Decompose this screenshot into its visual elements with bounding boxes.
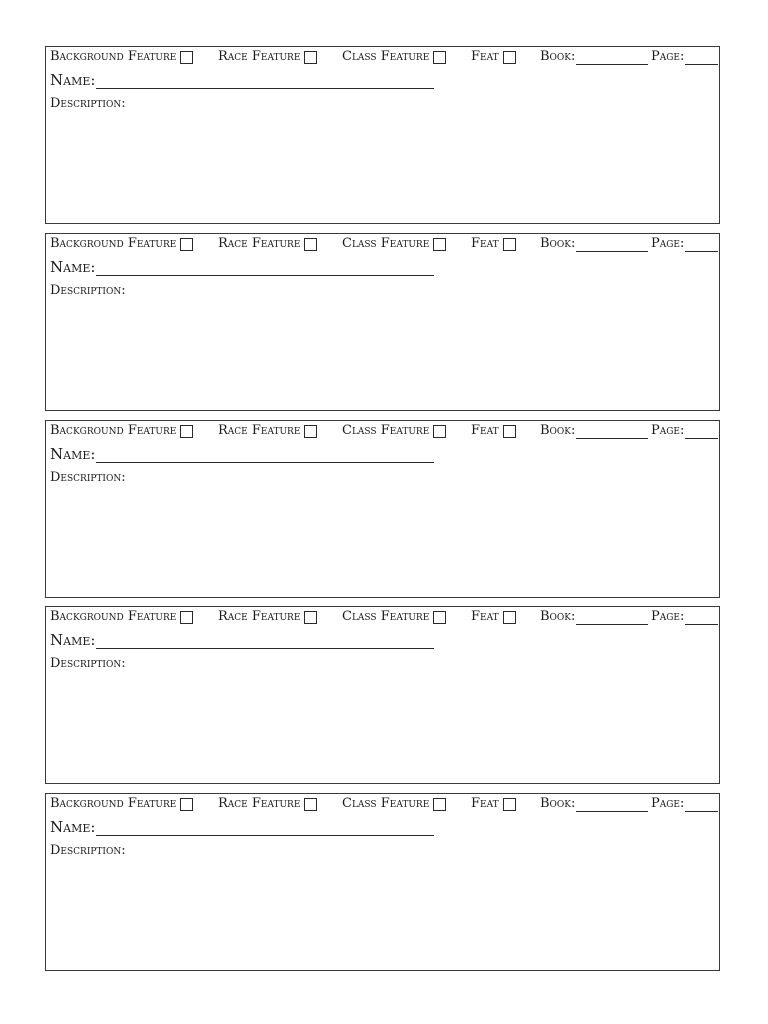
book-input[interactable] — [576, 797, 648, 812]
page-input[interactable] — [685, 237, 718, 252]
page-input[interactable] — [685, 50, 718, 65]
feature-card — [45, 793, 720, 971]
name-field — [50, 629, 434, 649]
description-label: Description: — [50, 470, 126, 485]
feature-card — [45, 606, 720, 784]
feat-checkbox[interactable] — [503, 51, 516, 64]
background-feature-checkbox[interactable] — [180, 425, 193, 438]
background-feature-option — [50, 422, 193, 440]
name-input[interactable] — [96, 446, 434, 463]
book-input[interactable] — [576, 50, 648, 65]
feature-card — [45, 46, 720, 224]
class-feature-option — [342, 422, 446, 440]
page-label: Page: — [651, 423, 685, 438]
background-feature-checkbox[interactable] — [180, 51, 193, 64]
race-feature-checkbox[interactable] — [304, 425, 317, 438]
book-field — [540, 48, 648, 66]
book-field — [540, 795, 648, 813]
race-feature-checkbox[interactable] — [304, 238, 317, 251]
race-feature-option — [218, 48, 317, 66]
book-label: Book: — [540, 609, 576, 624]
name-input[interactable] — [96, 632, 434, 649]
book-input[interactable] — [576, 424, 648, 439]
description-area[interactable] — [50, 675, 715, 779]
book-label: Book: — [540, 236, 576, 251]
background-feature-option — [50, 235, 193, 253]
book-label: Book: — [540, 796, 576, 811]
class-feature-option — [342, 608, 446, 626]
race-feature-option — [218, 235, 317, 253]
description-area[interactable] — [50, 862, 715, 966]
page-label: Page: — [651, 236, 685, 251]
feature-type-row — [50, 235, 719, 253]
page-field — [651, 235, 718, 253]
class-feature-label: Class Feature — [342, 609, 430, 624]
book-label: Book: — [540, 423, 576, 438]
name-label: Name: — [50, 631, 96, 649]
page-input[interactable] — [685, 424, 718, 439]
book-input[interactable] — [576, 237, 648, 252]
name-label: Name: — [50, 71, 96, 89]
page-label: Page: — [651, 609, 685, 624]
page-field — [651, 795, 718, 813]
feat-label: Feat — [471, 796, 499, 811]
book-field — [540, 608, 648, 626]
feat-option — [471, 422, 516, 440]
description-area[interactable] — [50, 302, 715, 406]
name-input[interactable] — [96, 259, 434, 276]
feat-checkbox[interactable] — [503, 611, 516, 624]
background-feature-label: Background Feature — [50, 423, 177, 438]
background-feature-checkbox[interactable] — [180, 238, 193, 251]
background-feature-label: Background Feature — [50, 236, 177, 251]
feat-option — [471, 48, 516, 66]
race-feature-checkbox[interactable] — [304, 798, 317, 811]
background-feature-checkbox[interactable] — [180, 611, 193, 624]
background-feature-option — [50, 795, 193, 813]
description-area[interactable] — [50, 115, 715, 219]
feat-label: Feat — [471, 49, 499, 64]
feature-card — [45, 420, 720, 598]
background-feature-label: Background Feature — [50, 796, 177, 811]
class-feature-checkbox[interactable] — [433, 425, 446, 438]
feat-label: Feat — [471, 236, 499, 251]
race-feature-label: Race Feature — [218, 796, 301, 811]
name-input[interactable] — [96, 72, 434, 89]
name-field — [50, 256, 434, 276]
name-field — [50, 443, 434, 463]
race-feature-checkbox[interactable] — [304, 611, 317, 624]
class-feature-checkbox[interactable] — [433, 238, 446, 251]
feature-card — [45, 233, 720, 411]
class-feature-label: Class Feature — [342, 423, 430, 438]
feature-type-row — [50, 795, 719, 813]
background-feature-checkbox[interactable] — [180, 798, 193, 811]
feat-checkbox[interactable] — [503, 425, 516, 438]
feature-type-row — [50, 48, 719, 66]
class-feature-label: Class Feature — [342, 236, 430, 251]
book-input[interactable] — [576, 610, 648, 625]
name-field — [50, 69, 434, 89]
race-feature-option — [218, 608, 317, 626]
name-field — [50, 816, 434, 836]
class-feature-checkbox[interactable] — [433, 51, 446, 64]
race-feature-checkbox[interactable] — [304, 51, 317, 64]
name-label: Name: — [50, 258, 96, 276]
class-feature-option — [342, 795, 446, 813]
description-label: Description: — [50, 656, 126, 671]
page-field — [651, 422, 718, 440]
class-feature-checkbox[interactable] — [433, 798, 446, 811]
feat-label: Feat — [471, 609, 499, 624]
name-input[interactable] — [96, 819, 434, 836]
name-label: Name: — [50, 818, 96, 836]
feat-checkbox[interactable] — [503, 238, 516, 251]
class-feature-label: Class Feature — [342, 796, 430, 811]
feat-checkbox[interactable] — [503, 798, 516, 811]
background-feature-option — [50, 608, 193, 626]
class-feature-label: Class Feature — [342, 49, 430, 64]
race-feature-label: Race Feature — [218, 236, 301, 251]
feat-option — [471, 235, 516, 253]
description-area[interactable] — [50, 489, 715, 593]
background-feature-option — [50, 48, 193, 66]
feature-type-row — [50, 422, 719, 440]
book-field — [540, 235, 648, 253]
book-label: Book: — [540, 49, 576, 64]
class-feature-option — [342, 48, 446, 66]
class-feature-option — [342, 235, 446, 253]
race-feature-option — [218, 795, 317, 813]
page-label: Page: — [651, 49, 685, 64]
class-feature-checkbox[interactable] — [433, 611, 446, 624]
book-field — [540, 422, 648, 440]
page-label: Page: — [651, 796, 685, 811]
race-feature-label: Race Feature — [218, 423, 301, 438]
page-field — [651, 48, 718, 66]
feat-label: Feat — [471, 423, 499, 438]
race-feature-label: Race Feature — [218, 609, 301, 624]
feat-option — [471, 795, 516, 813]
background-feature-label: Background Feature — [50, 49, 177, 64]
description-label: Description: — [50, 843, 126, 858]
race-feature-option — [218, 422, 317, 440]
page-input[interactable] — [685, 797, 718, 812]
name-label: Name: — [50, 445, 96, 463]
feature-type-row — [50, 608, 719, 626]
background-feature-label: Background Feature — [50, 609, 177, 624]
description-label: Description: — [50, 283, 126, 298]
description-label: Description: — [50, 96, 126, 111]
feat-option — [471, 608, 516, 626]
race-feature-label: Race Feature — [218, 49, 301, 64]
page-field — [651, 608, 718, 626]
page-input[interactable] — [685, 610, 718, 625]
